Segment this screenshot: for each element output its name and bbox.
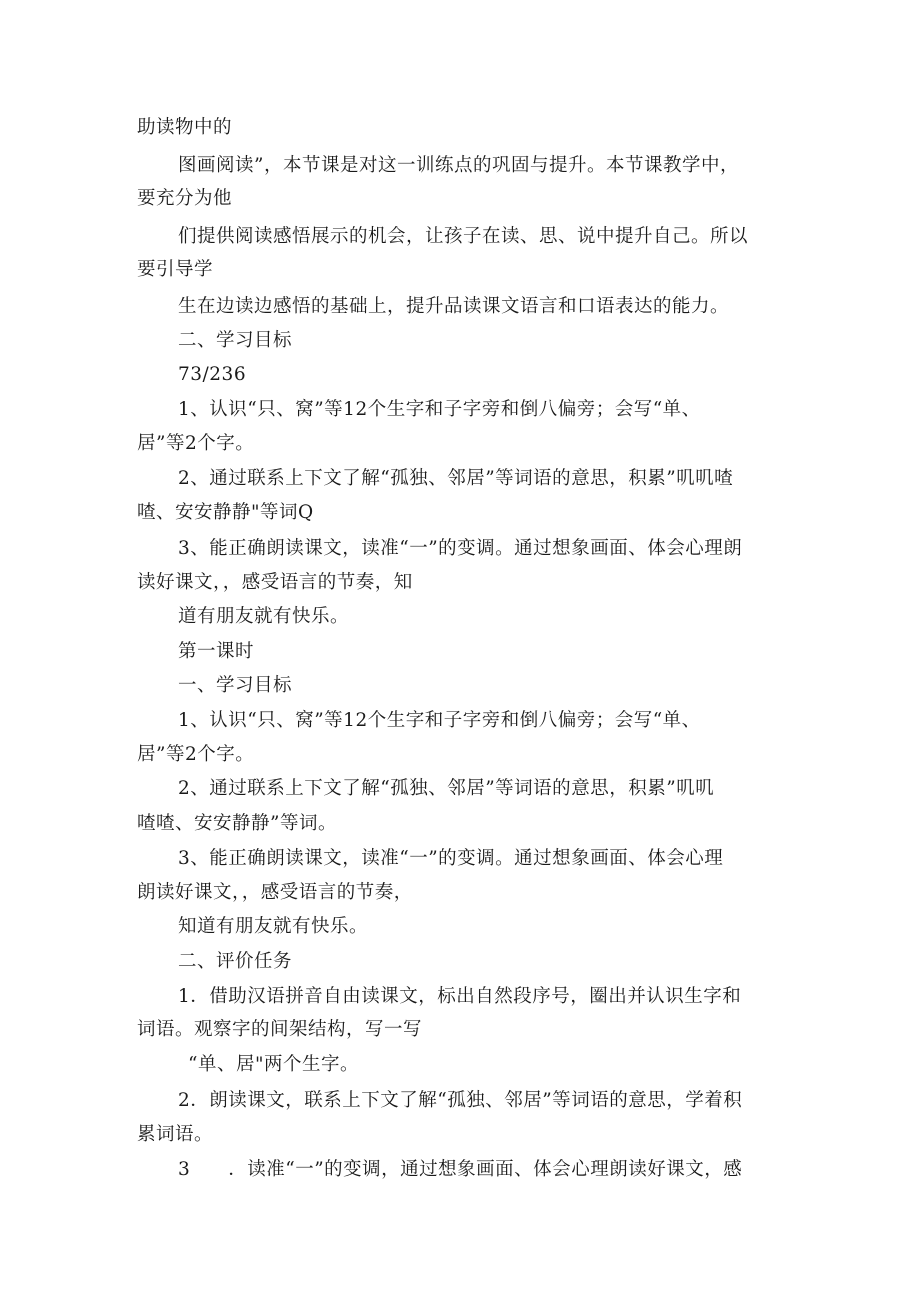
text-line: 3、能正确朗读课文，读准“一”的变调。通过想象画面、体会心理 xyxy=(178,848,724,869)
text-line: 2、通过联系上下文了解“孤独、邻居”等词语的意思，积累”叽叽喳 xyxy=(178,468,734,489)
text-line: 们提供阅读感悟展示的机会，让孩子在读、思、说中提升自己。所以 xyxy=(178,226,749,247)
text-line: 喳喳、安安静静”等词。 xyxy=(137,813,337,834)
text-line: 道有朋友就有快乐。 xyxy=(178,606,350,627)
text-line: 1、认识“只、窝”等12个生字和子字旁和倒八偏旁；会写“单、 xyxy=(178,710,701,731)
text-line: 助读物中的 xyxy=(137,117,233,138)
text-line: 居”等2个字。 xyxy=(137,433,255,454)
text-line: 图画阅读”，本节课是对这一训练点的巩固与提升。本节课教学中， xyxy=(178,155,739,176)
text-line: 生在边读边感悟的基础上，提升品读课文语言和口语表达的能力。 xyxy=(178,296,730,317)
text-line: 喳、安安静静"等词Q xyxy=(137,502,314,523)
section-heading: 一、学习目标 xyxy=(178,675,293,696)
text-line: 3、能正确朗读课文，读准“一”的变调。通过想象画面、体会心理朗 xyxy=(178,538,743,559)
section-heading: 二、学习目标 xyxy=(178,330,293,351)
text-line: 3 ．读准“一”的变调，通过想象画面、体会心理朗读好课文，感 xyxy=(178,1159,743,1180)
text-line: 累词语。 xyxy=(137,1124,214,1145)
text-line: 词语。观察字的间架结构，写一写 xyxy=(137,1019,423,1040)
text-line: 居”等2个字。 xyxy=(137,744,255,765)
text-line: 读好课文，，感受语言的节奏，知 xyxy=(137,572,413,593)
text-line: 知道有朋友就有快乐。 xyxy=(178,916,369,937)
page-number: 73/236 xyxy=(178,364,247,385)
text-line: 1．借助汉语拼音自由读课文，标出自然段序号，圈出并认识生字和 xyxy=(178,986,742,1007)
text-line: 1、认识“只、窝”等12个生字和子字旁和倒八偏旁；会写“单、 xyxy=(178,399,701,420)
text-line: “单、居"两个生字。 xyxy=(188,1054,359,1075)
text-line: 2．朗读课文，联系上下文了解“孤独、邻居”等词语的意思，学着积 xyxy=(178,1090,743,1111)
text-line: 2、通过联系上下文了解“孤独、邻居”等词语的意思，积累”叽叽 xyxy=(178,778,715,799)
section-heading: 第一课时 xyxy=(178,641,255,662)
section-heading: 二、评价任务 xyxy=(178,951,293,972)
text-line: 朗读好课文，，感受语言的节奏， xyxy=(137,882,413,903)
text-line: 要充分为他 xyxy=(137,188,233,209)
text-line: 要引导学 xyxy=(137,259,214,280)
